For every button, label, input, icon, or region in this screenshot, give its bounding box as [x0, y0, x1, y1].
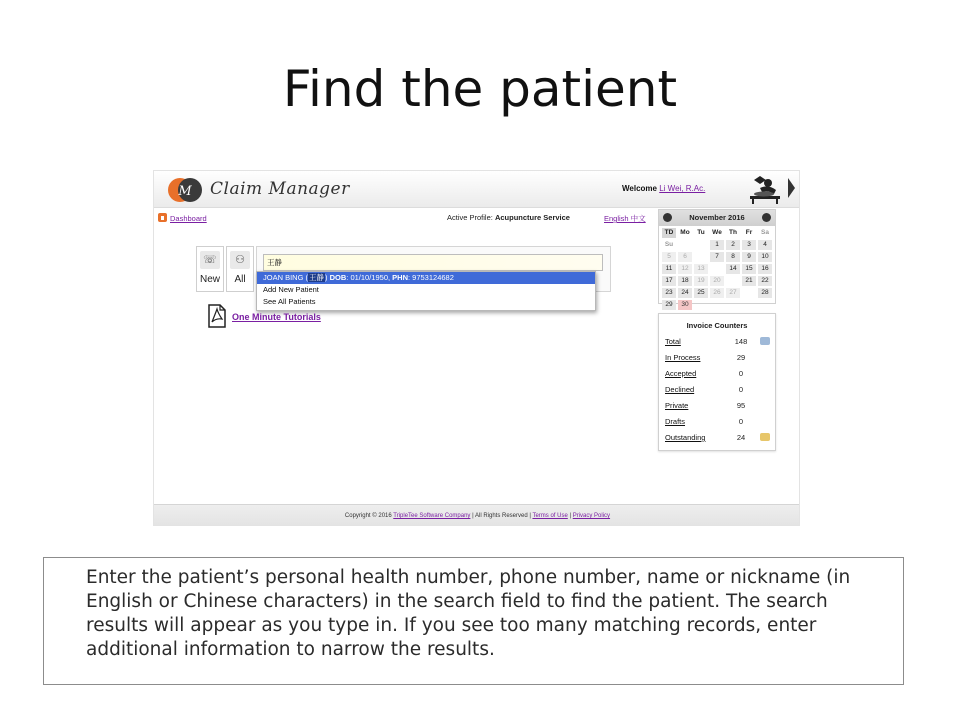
calendar-day[interactable]: 26 [710, 288, 724, 298]
one-minute-tutorials-link[interactable]: One Minute Tutorials [232, 312, 321, 322]
see-all-patients-option[interactable]: See All Patients [263, 297, 316, 306]
invoice-counter-value: 148 [734, 337, 748, 346]
home-icon [158, 213, 167, 222]
invoice-counter-row [665, 369, 775, 381]
invoice-counter-value: 0 [738, 417, 744, 426]
footer: Copyright © 2016 TripleTee Software Company | All Rights Reserved | Terms of Use | Privacy Policy [154, 504, 800, 526]
calendar-day[interactable]: 11 [662, 264, 676, 274]
app-header [154, 171, 800, 208]
calendar-day[interactable]: 2 [726, 240, 740, 250]
calendar-day[interactable]: 24 [678, 288, 692, 298]
privacy-link[interactable]: Privacy Policy [572, 513, 611, 519]
calendar-day[interactable]: 28 [758, 288, 772, 298]
calendar-blank [726, 300, 740, 310]
calendar-day[interactable]: 13 [694, 264, 708, 274]
calendar-blank [678, 240, 692, 250]
calendar-blank [694, 240, 708, 250]
calendar-day[interactable]: 25 [694, 288, 708, 298]
weekday-label: Tu [697, 229, 705, 236]
weekday-label: Fr [745, 229, 753, 236]
slide-title: Find the patient [282, 60, 678, 118]
expand-arrow-icon[interactable] [788, 178, 795, 198]
calendar [658, 209, 776, 308]
invoice-counter-value: 29 [736, 353, 746, 362]
calendar-day[interactable]: 20 [710, 276, 724, 286]
invoice-counters [658, 313, 776, 451]
calendar-blank [710, 264, 724, 274]
calendar-day[interactable]: 23 [662, 288, 676, 298]
company-link[interactable]: TripleTee Software Company [393, 513, 471, 519]
active-profile-value: Acupuncture Service [494, 213, 570, 222]
calendar-day[interactable]: 30 [678, 300, 692, 310]
patient-search-input[interactable] [263, 254, 603, 271]
new-label: New [199, 274, 220, 285]
calendar-day[interactable]: 3 [742, 240, 756, 250]
invoice-counters-title: Invoice Counters [686, 321, 748, 330]
calendar-day[interactable]: 10 [758, 252, 772, 262]
massage-icon [746, 174, 784, 206]
invoice-counter-row [665, 385, 775, 397]
new-patient-button[interactable] [196, 246, 224, 292]
add-new-patient-option[interactable]: Add New Patient [263, 285, 319, 294]
today-button[interactable]: TD [662, 228, 676, 238]
app-logo-text: Claim Manager [210, 179, 350, 199]
user-name-link[interactable]: Li Wei, R.Ac. [659, 184, 706, 193]
user-icon: ⚇ [230, 251, 250, 269]
all-patients-button[interactable] [226, 246, 254, 292]
weekday-label: Mo [680, 229, 690, 236]
invoice-counter-value: 24 [736, 433, 746, 442]
calendar-blank [710, 300, 724, 310]
invoice-counter-row [665, 433, 775, 445]
calendar-blank [726, 276, 740, 286]
calendar-day[interactable]: 27 [726, 288, 740, 298]
invoice-counter-link[interactable]: Accepted [665, 369, 697, 378]
dashboard-link[interactable] [158, 213, 207, 223]
calendar-day[interactable]: 21 [742, 276, 756, 286]
email-icon[interactable] [760, 433, 770, 441]
calendar-day[interactable]: 18 [678, 276, 692, 286]
add-patient-icon: ☏ [200, 251, 220, 269]
calendar-blank [742, 300, 756, 310]
pdf-icon [207, 304, 227, 328]
invoice-counter-row [665, 401, 775, 413]
calendar-day[interactable]: 15 [742, 264, 756, 274]
claim-manager-logo-icon [168, 176, 204, 204]
calendar-header [659, 210, 775, 226]
invoice-counter-link[interactable]: Drafts [665, 417, 686, 426]
slide-caption: Enter the patient’s personal health number, phone number, name or nickname (in English or Chinese characters) in the search field to find the patient. The search results will appear as you type in. If you see too many matching records, enter additional information to narrow the results. [43, 557, 904, 685]
calendar-day[interactable]: 7 [710, 252, 724, 262]
welcome-text [622, 184, 705, 193]
search-results-dropdown [256, 271, 596, 311]
all-label: All [234, 274, 246, 285]
calendar-day[interactable]: 29 [662, 300, 676, 310]
invoice-counter-link[interactable]: Private [665, 401, 689, 410]
calendar-day[interactable]: 6 [678, 252, 692, 262]
calendar-day[interactable]: 12 [678, 264, 692, 274]
calendar-grid [659, 226, 775, 312]
language-links[interactable]: English 中文 [604, 214, 646, 223]
search-result-item[interactable]: JOAN BING (王静) DOB: 01/10/1950, PHN: 9753124682 [257, 272, 595, 284]
invoice-counter-value: 0 [738, 369, 744, 378]
calendar-month: November 2016 [689, 213, 745, 222]
calendar-day[interactable]: 16 [758, 264, 772, 274]
calendar-day[interactable]: 8 [726, 252, 740, 262]
svg-text:M: M [178, 184, 192, 199]
weekday-label: We [712, 229, 722, 236]
next-month-icon[interactable] [762, 213, 771, 222]
calendar-blank [694, 300, 708, 310]
invoice-counter-link[interactable]: Outstanding [665, 433, 706, 442]
weekday-label: Su [664, 241, 674, 248]
calendar-day[interactable]: 17 [662, 276, 676, 286]
invoice-counter-link[interactable]: Total [665, 337, 681, 346]
calendar-day[interactable]: 22 [758, 276, 772, 286]
calendar-day[interactable]: 14 [726, 264, 740, 274]
app-screenshot [153, 170, 800, 526]
invoice-counter-row [665, 337, 775, 349]
print-icon[interactable] [760, 337, 770, 345]
invoice-counter-link[interactable]: Declined [665, 385, 695, 394]
calendar-day[interactable]: 1 [710, 240, 724, 250]
calendar-day[interactable]: 5 [662, 252, 676, 262]
active-profile [447, 213, 570, 222]
calendar-day[interactable]: 4 [758, 240, 772, 250]
weekday-label: Sa [761, 229, 769, 236]
welcome-label: Welcome [622, 184, 657, 193]
terms-link[interactable]: Terms of Use [532, 513, 568, 519]
invoice-counter-link[interactable]: In Process [665, 353, 701, 362]
invoice-counter-row [665, 417, 775, 429]
calendar-day[interactable]: 19 [694, 276, 708, 286]
dashboard-label[interactable]: Dashboard [170, 214, 207, 223]
invoice-counter-row [665, 353, 775, 365]
active-profile-label: Active Profile: [447, 213, 493, 222]
calendar-blank [694, 252, 708, 262]
weekday-label: Th [729, 229, 737, 236]
invoice-counter-value: 95 [736, 401, 746, 410]
calendar-blank [742, 288, 756, 298]
invoice-counter-value: 0 [738, 385, 744, 394]
calendar-day[interactable]: 9 [742, 252, 756, 262]
prev-month-icon[interactable] [663, 213, 672, 222]
